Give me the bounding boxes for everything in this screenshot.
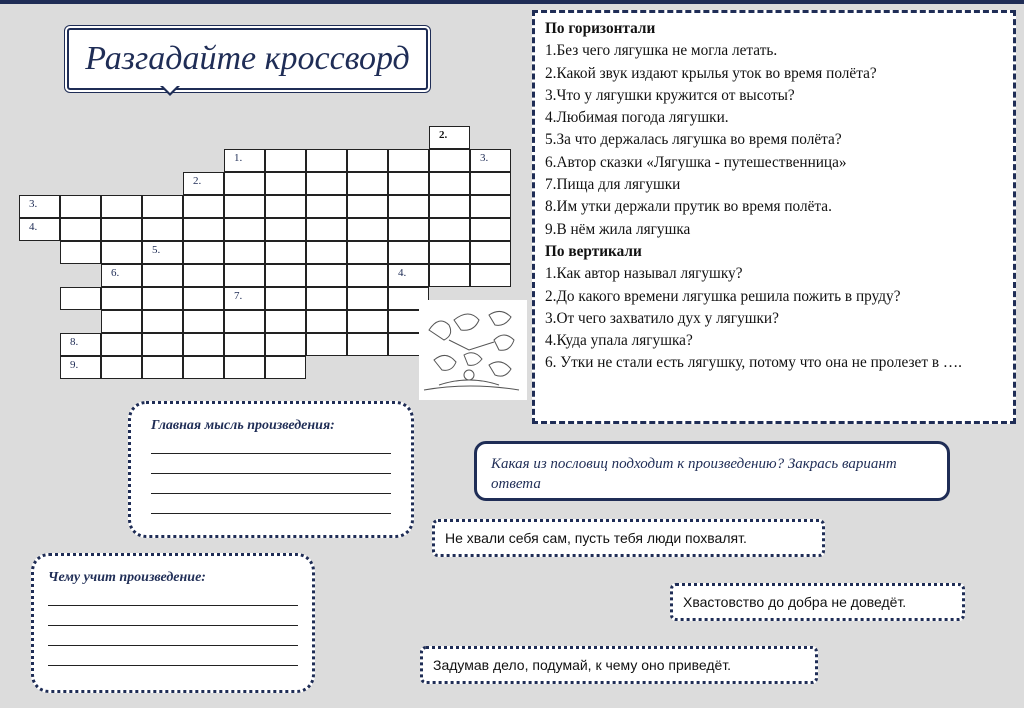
crossword-cell[interactable] — [142, 333, 183, 356]
crossword-cell[interactable] — [429, 241, 470, 264]
crossword-cell[interactable] — [429, 264, 470, 287]
across-clue: 6.Автор сказки «Лягушка - путешественница» — [545, 153, 847, 171]
crossword-cell[interactable] — [347, 195, 388, 218]
crossword-cell[interactable] — [306, 218, 347, 241]
crossword-cell[interactable] — [183, 287, 224, 310]
clue-number: 2. — [193, 175, 202, 187]
crossword-cell[interactable] — [265, 310, 306, 333]
across-clue: 3.Что у лягушки кружится от высоты? — [545, 86, 795, 104]
proverb-question: Какая из пословиц подходит к произведению? Закрась вариант ответа — [474, 441, 950, 501]
down-clue: 4.Куда упала лягушка? — [545, 332, 693, 350]
crossword-cell[interactable] — [265, 356, 306, 379]
crossword-cell[interactable] — [142, 241, 183, 264]
clue-number: 8. — [70, 336, 79, 348]
crossword-cell[interactable] — [183, 356, 224, 379]
crossword-cell[interactable] — [224, 310, 265, 333]
crossword-cell[interactable] — [183, 310, 224, 333]
crossword-cell[interactable] — [183, 218, 224, 241]
clue-number: 9. — [70, 359, 79, 371]
crossword-cell[interactable] — [60, 287, 101, 310]
crossword-cell[interactable] — [388, 218, 429, 241]
down-clue: 2.До какого времени лягушка решила пожить в пруду? — [545, 287, 901, 305]
crossword-cell[interactable] — [429, 195, 470, 218]
answer-line[interactable] — [48, 646, 298, 666]
crossword-cell[interactable] — [265, 172, 306, 195]
crossword-cell[interactable] — [142, 195, 183, 218]
crossword-cell[interactable] — [224, 218, 265, 241]
crossword-cell[interactable] — [142, 356, 183, 379]
clue-number: 7. — [234, 290, 243, 302]
crossword-cell[interactable] — [19, 195, 60, 218]
crossword-cell[interactable] — [347, 287, 388, 310]
crossword-cell[interactable] — [101, 195, 142, 218]
across-clue: 9.В нём жила лягушка — [545, 220, 691, 238]
teaches-label: Чему учит произведение: — [48, 570, 206, 585]
crossword-cell[interactable] — [183, 241, 224, 264]
across-clue: 7.Пища для лягушки — [545, 176, 681, 194]
answer-line[interactable] — [151, 434, 391, 454]
crossword-cell[interactable] — [60, 218, 101, 241]
crossword-cell[interactable] — [224, 195, 265, 218]
crossword-cell[interactable] — [101, 218, 142, 241]
crossword-cell[interactable] — [306, 333, 347, 356]
crossword-cell[interactable] — [306, 241, 347, 264]
across-header: По горизонтали — [545, 20, 656, 37]
crossword-cell[interactable] — [183, 172, 224, 195]
crossword-cell[interactable] — [183, 264, 224, 287]
crossword-cell[interactable] — [101, 241, 142, 264]
crossword-cell[interactable] — [224, 149, 265, 172]
crossword-cell[interactable] — [265, 264, 306, 287]
down-clue: 3.От чего захватило дух у лягушки? — [545, 309, 779, 327]
crossword-cell[interactable] — [388, 172, 429, 195]
crossword-cell[interactable] — [347, 264, 388, 287]
crossword-cell[interactable] — [265, 333, 306, 356]
clue-number: 4. — [398, 267, 407, 279]
crossword-cell[interactable] — [101, 287, 142, 310]
crossword-cell[interactable] — [429, 149, 470, 172]
banner-notch-inner — [162, 85, 178, 93]
clue-number: 5. — [152, 244, 161, 256]
answer-line[interactable] — [151, 494, 391, 514]
title-banner — [67, 28, 428, 90]
crossword-cell[interactable] — [101, 310, 142, 333]
crossword-cell[interactable] — [347, 218, 388, 241]
crossword-cell[interactable] — [183, 333, 224, 356]
main-idea-label: Главная мысль произведения: — [151, 418, 335, 433]
crossword-cell[interactable] — [19, 218, 60, 241]
crossword-cell[interactable] — [142, 287, 183, 310]
crossword-cell[interactable] — [265, 218, 306, 241]
down-clue: 6. Утки не стали есть лягушку, потому что она не пролезет в …. — [545, 354, 963, 372]
answer-line[interactable] — [48, 606, 298, 626]
crossword-cell[interactable] — [306, 287, 347, 310]
crossword-cell[interactable] — [101, 356, 142, 379]
crossword-cell[interactable] — [347, 333, 388, 356]
answer-line[interactable] — [48, 626, 298, 646]
crossword-cell[interactable] — [224, 264, 265, 287]
crossword-cell[interactable] — [306, 310, 347, 333]
teaches-box — [31, 553, 315, 693]
crossword-cell[interactable] — [224, 287, 265, 310]
crossword-cell[interactable] — [470, 172, 511, 195]
clues-panel — [532, 10, 1016, 424]
crossword-cell[interactable] — [429, 172, 470, 195]
proverb-option-3[interactable]: Задумав дело, подумай, к чему оно приведёт. — [420, 646, 818, 684]
down-header: По вертикали — [545, 242, 642, 260]
crossword-cell[interactable] — [388, 149, 429, 172]
crossword-cell[interactable] — [470, 195, 511, 218]
crossword-cell[interactable] — [306, 172, 347, 195]
crossword-cell[interactable] — [347, 310, 388, 333]
clue-number: 6. — [111, 267, 120, 279]
crossword-cell[interactable] — [224, 356, 265, 379]
clue-number: 4. — [29, 221, 38, 233]
across-clue: 1.Без чего лягушка не могла летать. — [545, 42, 778, 60]
crossword-cell[interactable] — [60, 333, 101, 356]
crossword-cell[interactable] — [224, 333, 265, 356]
crossword-cell[interactable] — [265, 241, 306, 264]
down-clue: 1.Как автор называл лягушку? — [545, 265, 743, 283]
crossword-cell[interactable] — [101, 333, 142, 356]
main-idea-box — [128, 401, 414, 538]
crossword-cell[interactable] — [429, 126, 470, 149]
crossword-cell[interactable] — [470, 241, 511, 264]
crossword-cell[interactable] — [470, 149, 511, 172]
crossword-cell[interactable] — [429, 218, 470, 241]
across-clue: 8.Им утки держали прутик во время полёта. — [545, 198, 832, 216]
crossword-cell[interactable] — [142, 264, 183, 287]
crossword-cell[interactable] — [265, 149, 306, 172]
crossword-cell[interactable] — [470, 264, 511, 287]
answer-line[interactable] — [151, 454, 391, 474]
crossword-cell[interactable] — [388, 264, 429, 287]
clue-number: 3. — [480, 152, 489, 164]
crossword-cell[interactable] — [388, 195, 429, 218]
crossword-cell[interactable] — [347, 241, 388, 264]
across-clue: 5.За что держалась лягушка во время полёта? — [545, 131, 842, 149]
crossword-cell[interactable] — [470, 218, 511, 241]
crossword-cell[interactable] — [60, 195, 101, 218]
clue-number: 1. — [234, 152, 243, 164]
proverb-option-2[interactable]: Хвастовство до добра не доведёт. — [670, 583, 965, 621]
across-clue: 2.Какой звук издают крылья уток во время полёта? — [545, 64, 877, 82]
crossword-cell[interactable] — [101, 264, 142, 287]
crossword-cell[interactable] — [306, 195, 347, 218]
crossword-cell[interactable] — [224, 241, 265, 264]
crossword-cell[interactable] — [388, 241, 429, 264]
crossword-cell[interactable] — [142, 218, 183, 241]
crossword-cell[interactable] — [306, 264, 347, 287]
crossword-cell[interactable] — [183, 195, 224, 218]
crossword-cell[interactable] — [306, 149, 347, 172]
ducks-frog-illustration — [419, 300, 527, 400]
crossword-cell[interactable] — [347, 149, 388, 172]
crossword-cell[interactable] — [60, 241, 101, 264]
proverb-option-1[interactable]: Не хвали себя сам, пусть тебя люди похвалят. — [432, 519, 825, 557]
crossword-cell[interactable] — [60, 356, 101, 379]
top-border — [0, 0, 1024, 4]
crossword-cell[interactable] — [347, 172, 388, 195]
clue-number: 2. — [439, 129, 448, 141]
across-clue: 4.Любимая погода лягушки. — [545, 109, 729, 127]
crossword-cell[interactable] — [265, 287, 306, 310]
answer-line[interactable] — [48, 586, 298, 606]
page-title: Разгадайте кроссворд — [85, 40, 410, 77]
clue-number: 3. — [29, 198, 38, 210]
crossword-cell[interactable] — [224, 172, 265, 195]
crossword-cell[interactable] — [265, 195, 306, 218]
crossword-cell[interactable] — [142, 310, 183, 333]
answer-line[interactable] — [151, 474, 391, 494]
